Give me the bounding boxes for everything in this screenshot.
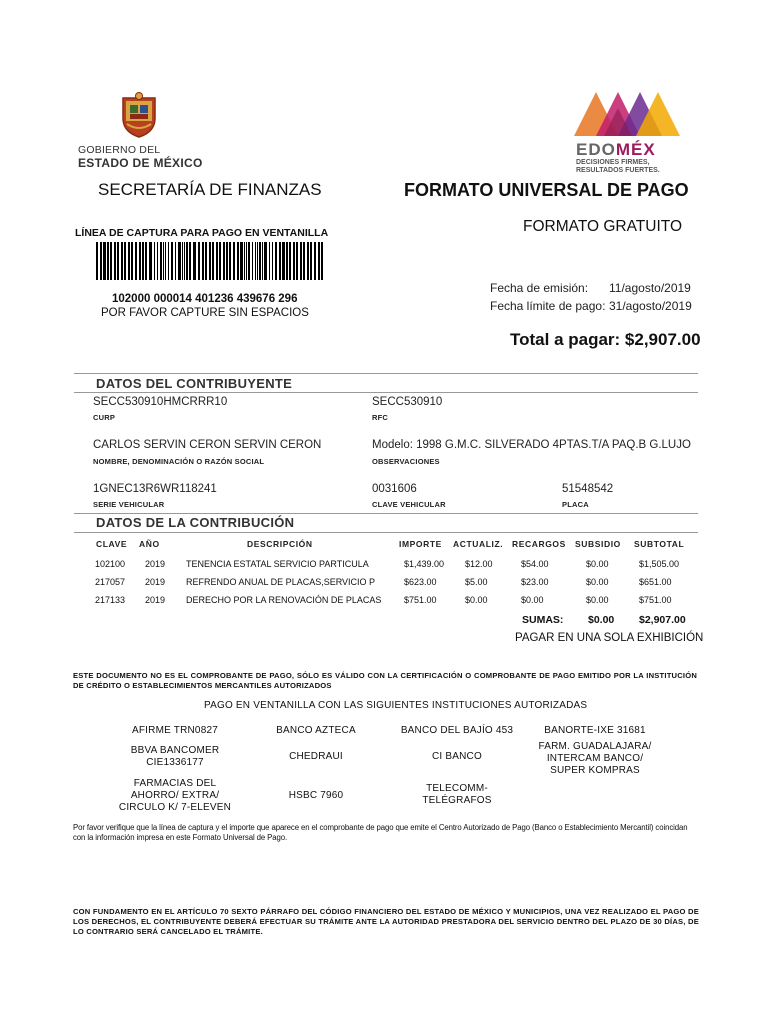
table-cell: REFRENDO ANUAL DE PLACAS,SERVICIO P xyxy=(186,577,376,587)
col-header-subtotal: SUBTOTAL xyxy=(634,539,685,549)
barcode-bar xyxy=(178,242,181,280)
barcode-bar xyxy=(293,242,295,280)
barcode-bar xyxy=(131,242,133,280)
table-cell: $54.00 xyxy=(521,559,549,569)
table-cell: $0.00 xyxy=(586,559,609,569)
barcode-bar xyxy=(145,242,147,280)
plate-label: PLACA xyxy=(562,500,589,509)
total-to-pay: Total a pagar: $2,907.00 xyxy=(510,330,701,349)
table-cell: DERECHO POR LA RENOVACIÓN DE PLACAS xyxy=(186,595,382,605)
barcode-bar xyxy=(121,242,123,280)
table-cell: $651.00 xyxy=(639,577,672,587)
barcode-bar xyxy=(117,242,119,280)
institution-item: BBVA BANCOMER CIE1336177 xyxy=(130,745,220,768)
capture-line-title: LÍNEA DE CAPTURA PARA PAGO EN VENTANILLA xyxy=(75,227,329,239)
barcode-bar xyxy=(303,242,305,280)
barcode-bar xyxy=(226,242,228,280)
sumas-total: $2,907.00 xyxy=(639,614,686,626)
barcode-bar xyxy=(248,242,250,280)
barcode-bar xyxy=(279,242,281,280)
barcode-bar xyxy=(269,242,270,280)
barcode-bar xyxy=(107,242,109,280)
barcode-bar xyxy=(124,242,126,280)
institution-item: CI BANCO xyxy=(432,751,482,762)
formato-title: FORMATO UNIVERSAL DE PAGO xyxy=(404,180,689,200)
barcode-bar xyxy=(264,242,267,280)
table-cell: $0.00 xyxy=(521,595,544,605)
barcode-bar xyxy=(142,242,144,280)
barcode-bar xyxy=(189,242,191,280)
institution-item: CHEDRAUI xyxy=(289,751,343,762)
barcode-bar xyxy=(135,242,137,280)
institution-item: BANCO AZTECA xyxy=(276,725,356,736)
barcode-bar xyxy=(318,242,320,280)
legal-basis-text: CON FUNDAMENTO EN EL ARTÍCULO 70 SEXTO PÁRRAFO DEL CÓDIGO FINANCIERO DEL ESTADO DE MÉXICO Y MUNICIPIOS, UNA VEZ REALIZADO EL PAGO DE LOS DERECHOS, EL CONTRIBUYENTE DEBERÁ EFECTUAR SU TRÁMITE ANTE LA AUTORIDAD PRESTADORA DEL SERVICIO DENTRO DEL PLAZO DE 30 DÍAS, DE LO CONTRARIO SERÁ CANCELADO EL TRÁMITE. xyxy=(73,907,699,936)
table-cell: 217057 xyxy=(95,577,126,587)
table-cell: 2019 xyxy=(145,559,166,569)
barcode-bar xyxy=(186,242,188,280)
table-cell: 217133 xyxy=(95,595,126,605)
col-header-anio: AÑO xyxy=(139,539,160,549)
barcode-bar xyxy=(193,242,196,280)
table-cell: $23.00 xyxy=(521,577,549,587)
col-header-subsidio: SUBSIDIO xyxy=(575,539,621,549)
coat-of-arms-icon xyxy=(117,92,161,138)
barcode-bar xyxy=(128,242,130,280)
taxpayer-section-title: DATOS DEL CONTRIBUYENTE xyxy=(96,376,293,391)
divider xyxy=(74,532,698,533)
barcode-bar xyxy=(257,242,258,280)
table-cell: $0.00 xyxy=(586,595,609,605)
barcode-bar xyxy=(233,242,235,280)
rfc-value: SECC530910 xyxy=(372,396,443,408)
col-header-recargos: RECARGOS xyxy=(512,539,566,549)
institution-item: FARMACIAS DEL AHORRO/ EXTRA/ CIRCULO K/ 7-ELEVEN xyxy=(118,778,232,813)
barcode-bar xyxy=(296,242,298,280)
table-cell: $5.00 xyxy=(465,577,488,587)
edomex-edo: EDO xyxy=(576,140,616,159)
barcode-bar xyxy=(275,242,277,280)
col-header-importe: IMPORTE xyxy=(399,539,442,549)
sumas-label: SUMAS: xyxy=(522,614,564,626)
contribution-section-title: DATOS DE LA CONTRIBUCIÓN xyxy=(96,515,295,530)
barcode-bar xyxy=(223,242,225,280)
sumas-subsidio: $0.00 xyxy=(588,614,615,626)
table-cell: $0.00 xyxy=(465,595,488,605)
col-header-clave: CLAVE xyxy=(96,539,128,549)
barcode-bar xyxy=(165,242,166,280)
rfc-label: RFC xyxy=(372,413,389,422)
barcode-icon xyxy=(96,242,324,280)
capture-line-number: 102000 000014 401236 439676 296 xyxy=(112,293,298,305)
barcode-bar xyxy=(139,242,141,280)
barcode-bar xyxy=(216,242,218,280)
barcode-bar xyxy=(154,242,155,280)
table-cell: 2019 xyxy=(145,577,166,587)
barcode-bar xyxy=(300,242,302,280)
formato-gratuito: FORMATO GRATUITO xyxy=(523,218,683,235)
barcode-bar xyxy=(321,242,323,280)
barcode-bar xyxy=(212,242,214,280)
barcode-bar xyxy=(237,242,239,280)
capture-line-note: POR FAVOR CAPTURE SIN ESPACIOS xyxy=(101,307,309,319)
barcode-bar xyxy=(289,242,291,280)
curp-label: CURP xyxy=(93,413,116,422)
vehicle-key-value: 0031606 xyxy=(372,483,417,495)
barcode-bar xyxy=(198,242,200,280)
institution-item: BANORTE-IXE 31681 xyxy=(544,725,646,736)
barcode-bar xyxy=(171,242,173,280)
table-cell: $751.00 xyxy=(404,595,437,605)
disclaimer-text: ESTE DOCUMENTO NO ES EL COMPROBANTE DE PAGO, SÓLO ES VÁLIDO CON LA CERTIFICACIÓN O COMPROBANTE DE PAGO EMITIDO POR LA INSTITUCIÓN DE CRÉDITO O ESTABLECIMIENTOS MERCANTILES AUTORIZADOS xyxy=(73,671,697,690)
divider xyxy=(74,373,698,374)
gov-name-line2: ESTADO DE MÉXICO xyxy=(78,156,203,170)
table-cell: TENENCIA ESTATAL SERVICIO PARTICULA xyxy=(186,559,369,569)
edomex-wordmark xyxy=(576,140,656,160)
taxpayer-name-value: CARLOS SERVIN CERON SERVIN CERON xyxy=(93,439,322,451)
edomex-mex: MÉX xyxy=(615,140,656,159)
institution-item: TELECOMM- TELÉGRAFOS xyxy=(422,783,492,806)
barcode-bar xyxy=(100,242,102,280)
barcode-bar xyxy=(229,242,231,280)
barcode-bar xyxy=(205,242,207,280)
barcode-bar xyxy=(175,242,176,280)
edomex-tagline-2: RESULTADOS FUERTES. xyxy=(576,167,660,174)
barcode-bar xyxy=(240,242,243,280)
barcode-bar xyxy=(114,242,116,280)
institutions-title: PAGO EN VENTANILLA CON LAS SIGUIENTES INSTITUCIONES AUTORIZADAS xyxy=(204,700,588,711)
barcode-bar xyxy=(307,242,309,280)
barcode-bar xyxy=(163,242,164,280)
col-header-descripcion: DESCRIPCIÓN xyxy=(247,539,313,549)
vin-label: SERIE VEHICULAR xyxy=(93,500,165,509)
barcode-bar xyxy=(282,242,285,280)
secretaria-title: SECRETARÍA DE FINANZAS xyxy=(98,180,322,199)
barcode-bar xyxy=(310,242,312,280)
table-cell: $751.00 xyxy=(639,595,672,605)
barcode-bar xyxy=(246,242,247,280)
observations-label: OBSERVACIONES xyxy=(372,457,440,466)
vin-value: 1GNEC13R6WR118241 xyxy=(93,483,217,495)
barcode-bar xyxy=(96,242,98,280)
barcode-bar xyxy=(103,242,106,280)
vehicle-key-label: CLAVE VEHICULAR xyxy=(372,500,446,509)
barcode-bar xyxy=(262,242,263,280)
due-date-label: Fecha límite de pago: xyxy=(490,299,606,313)
institution-item: BANCO DEL BAJÍO 453 xyxy=(400,725,514,736)
emission-date-value: 11/agosto/2019 xyxy=(609,281,691,295)
barcode-bar xyxy=(255,242,256,280)
edomex-logo-icon xyxy=(574,88,680,140)
barcode-bar xyxy=(252,242,253,280)
table-cell: $12.00 xyxy=(465,559,493,569)
barcode-bar xyxy=(259,242,261,280)
taxpayer-name-label: NOMBRE, DENOMINACIÓN O RAZÓN SOCIAL xyxy=(93,457,265,466)
barcode-bar xyxy=(157,242,158,280)
emission-date-label: Fecha de emisión: xyxy=(490,281,589,295)
plate-value: 51548542 xyxy=(562,483,614,495)
institution-item: FARM. GUADALAJARA/ INTERCAM BANCO/ SUPER KOMPRAS xyxy=(538,741,652,776)
divider xyxy=(74,392,698,393)
barcode-bar xyxy=(219,242,221,280)
table-cell: 2019 xyxy=(145,595,166,605)
barcode-bar xyxy=(314,242,316,280)
barcode-bar xyxy=(209,242,211,280)
single-payment-note: PAGAR EN UNA SOLA EXHIBICIÓN xyxy=(515,632,704,644)
barcode-bar xyxy=(168,242,169,280)
divider xyxy=(74,513,698,514)
barcode-bar xyxy=(202,242,204,280)
institution-item: HSBC 7960 xyxy=(288,790,344,801)
barcode-bar xyxy=(149,242,152,280)
curp-value: SECC530910HMCRRR10 xyxy=(93,396,228,408)
barcode-bar xyxy=(184,242,185,280)
barcode-bar xyxy=(182,242,183,280)
table-cell: $0.00 xyxy=(586,577,609,587)
barcode-bar xyxy=(286,242,288,280)
observations-value: Modelo: 1998 G.M.C. SILVERADO 4PTAS.T/A PAQ.B G.LUJO xyxy=(372,439,691,451)
due-date-value: 31/agosto/2019 xyxy=(609,299,692,313)
barcode-bar xyxy=(244,242,245,280)
institution-item: AFIRME TRN0827 xyxy=(132,725,218,736)
col-header-actualiz: ACTUALIZ. xyxy=(453,539,504,549)
verify-note: Por favor verifique que la línea de captura y el importe que aparece en el comprobante de pago que emite el Centro Autorizado de Pago (Banco o Establecimiento Mercantil) coincidan con la información impresa en este Formato Universal de Pago. xyxy=(73,823,688,842)
edomex-tagline-1: DECISIONES FIRMES, xyxy=(576,159,650,166)
table-cell: 102100 xyxy=(95,559,126,569)
table-cell: $1,505.00 xyxy=(639,559,680,569)
barcode-bar xyxy=(272,242,273,280)
gov-name-line1: GOBIERNO DEL xyxy=(78,144,161,156)
barcode-bar xyxy=(110,242,112,280)
table-cell: $1,439.00 xyxy=(404,559,445,569)
barcode-bar xyxy=(160,242,162,280)
table-cell: $623.00 xyxy=(404,577,437,587)
